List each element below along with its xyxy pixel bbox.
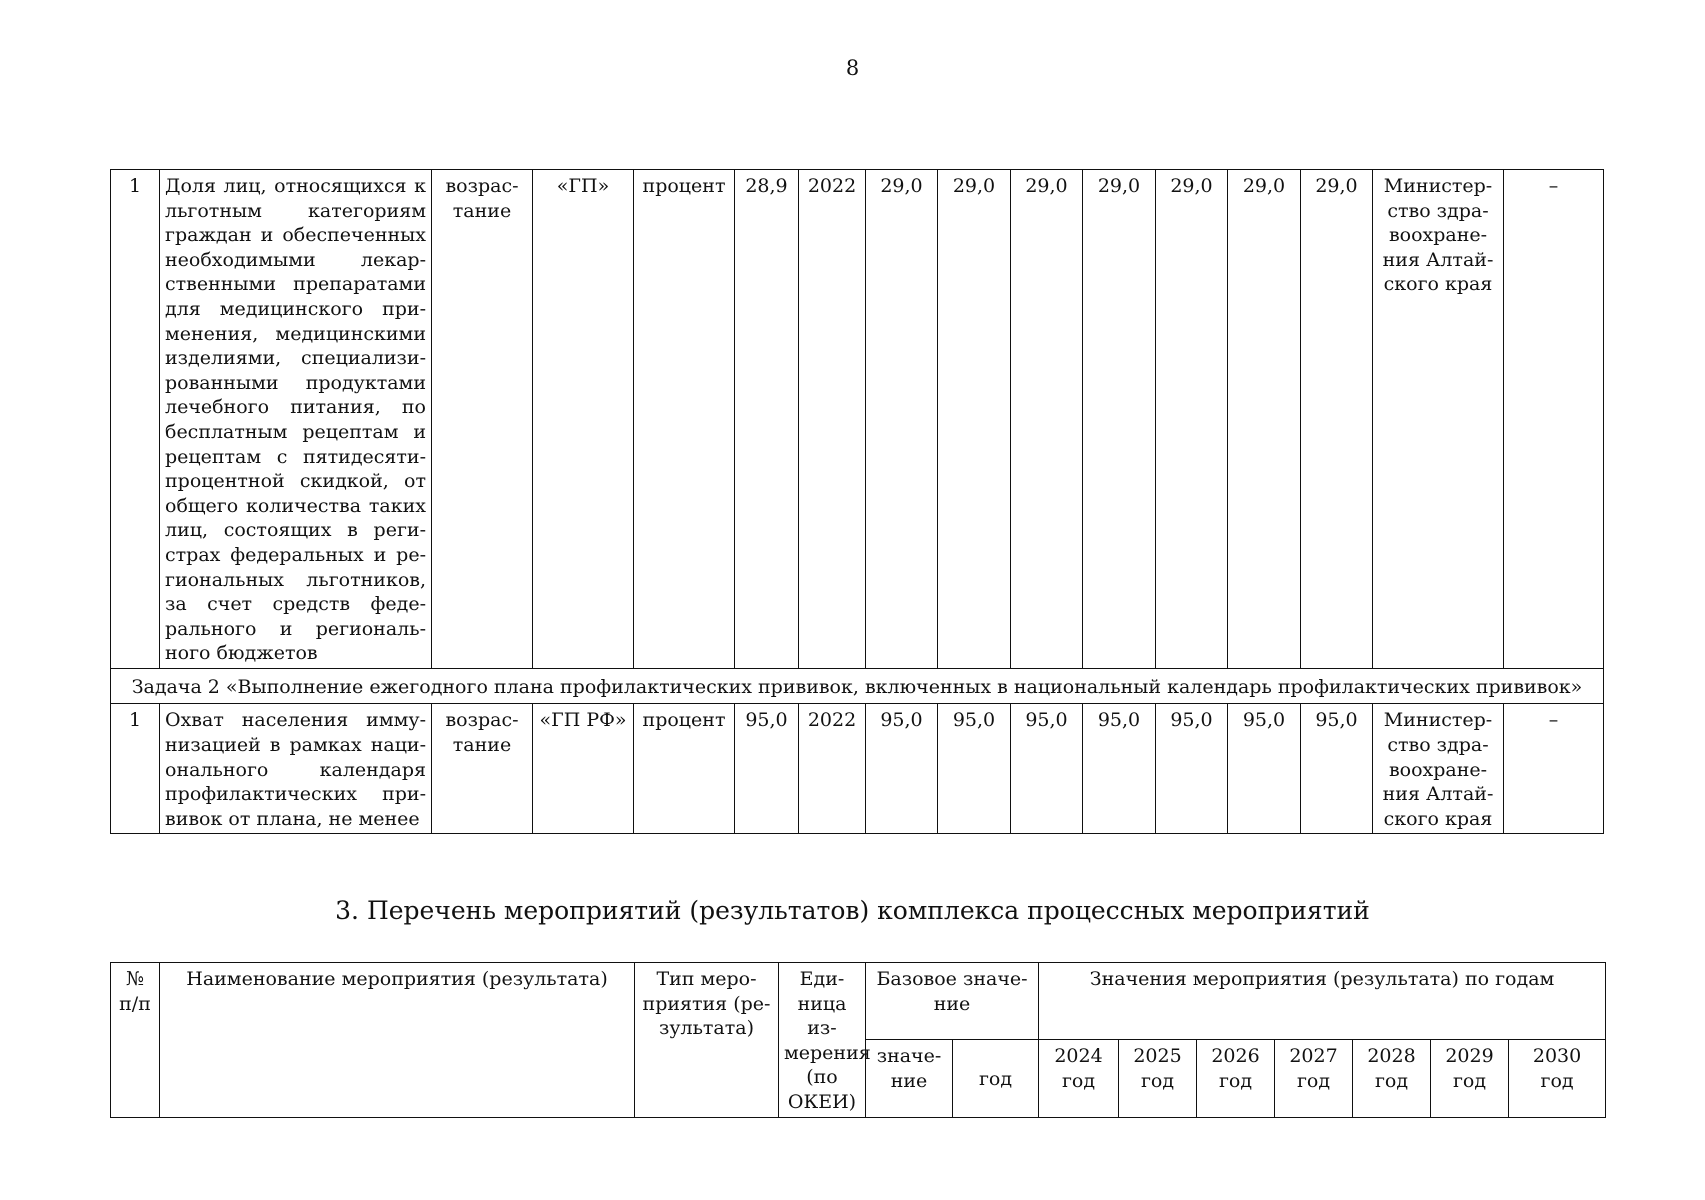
header-year: 2029 год [1431, 1040, 1509, 1117]
base-year-cell: 2022 [799, 704, 866, 834]
dynamics-cell: возрастание [432, 170, 533, 669]
year-value-cell: 29,0 [1301, 170, 1373, 669]
header-year: 2030 год [1509, 1040, 1606, 1117]
header-num: № п/п [111, 963, 160, 1118]
year-value-cell: 95,0 [1228, 704, 1301, 834]
year-value-cell: 29,0 [1011, 170, 1083, 669]
header-row [111, 963, 1606, 1040]
header-base-year: год [953, 1040, 1039, 1117]
unit-cell: процент [634, 704, 735, 834]
header-years-group: Значения мероприятия (результата) по годам [1039, 963, 1606, 1040]
responsible-cell: Министерство здравоохранения Алтайского края [1373, 170, 1504, 669]
indicators-table [110, 169, 1604, 834]
year-value-cell: 95,0 [1156, 704, 1228, 834]
base-value-cell: 95,0 [735, 704, 799, 834]
dynamics-cell: возрастание [432, 704, 533, 834]
header-year: 2027 год [1275, 1040, 1353, 1117]
task-row [111, 668, 1604, 704]
year-value-cell: 29,0 [1083, 170, 1156, 669]
base-year-cell: 2022 [799, 170, 866, 669]
header-year: 2024 год [1039, 1040, 1119, 1117]
indicator-name: Доля лиц, относящихся к льготным категориям граждан и обеспеченных необходимыми лекарственными препаратами для медицинского применения, медицинскими изделиями, специализированными продуктами лечебного питания, по бесплатным рецептам и рецептам с пятидесятипроцентной скидкой, от общего количества таких лиц, состоящих в регистрах федеральных и региональных льготников, за счет средств федерального и регионального бюджетов [160, 170, 432, 669]
header-base: Базовое значение [866, 963, 1039, 1040]
header-name: Наименование мероприятия (результата) [160, 963, 635, 1118]
row-number: 1 [111, 704, 160, 834]
year-value-cell: 29,0 [938, 170, 1011, 669]
unit-cell: процент [634, 170, 735, 669]
header-year: 2025 год [1119, 1040, 1197, 1117]
level-cell: «ГП» [533, 170, 634, 669]
table-row [111, 704, 1604, 834]
year-value-cell: 29,0 [1156, 170, 1228, 669]
year-value-cell: 95,0 [1083, 704, 1156, 834]
year-value-cell: 95,0 [866, 704, 938, 834]
row-number: 1 [111, 170, 160, 669]
link-cell: – [1504, 170, 1604, 669]
header-unit: Единица измерения (по ОКЕИ) [779, 963, 866, 1118]
task-heading: Задача 2 «Выполнение ежегодного плана профилактических прививок, включенных в национальный календарь профилактических прививок» [111, 668, 1604, 704]
year-value-cell: 95,0 [1301, 704, 1373, 834]
header-year: 2026 год [1197, 1040, 1275, 1117]
header-type: Тип мероприятия (результата) [635, 963, 779, 1118]
link-cell: – [1504, 704, 1604, 834]
level-cell: «ГП РФ» [533, 704, 634, 834]
year-value-cell: 29,0 [866, 170, 938, 669]
year-value-cell: 95,0 [938, 704, 1011, 834]
page-number: 8 [845, 56, 860, 80]
year-value-cell: 95,0 [1011, 704, 1083, 834]
table-row [111, 170, 1604, 669]
responsible-cell: Министерство здравоохранения Алтайского края [1373, 704, 1504, 834]
activities-table [110, 962, 1606, 1118]
header-year: 2028 год [1353, 1040, 1431, 1117]
header-base-value: значение [866, 1040, 953, 1117]
section-title: 3. Перечень мероприятий (результатов) комплекса процессных мероприятий [335, 896, 1370, 925]
indicator-name: Охват населения иммунизацией в рамках национального календаря профилактических прививок от плана, не менее [160, 704, 432, 834]
year-value-cell: 29,0 [1228, 170, 1301, 669]
base-value-cell: 28,9 [735, 170, 799, 669]
